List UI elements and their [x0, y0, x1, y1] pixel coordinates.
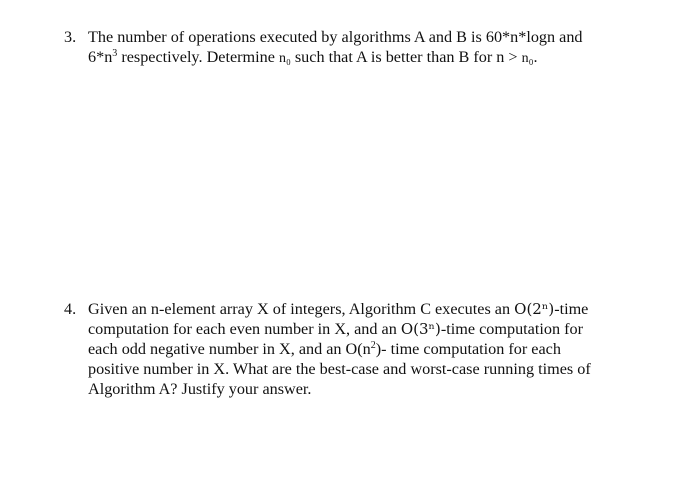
question-line — [88, 339, 664, 359]
text-run: -time — [554, 300, 589, 318]
text-run: respectively. Determine — [117, 48, 279, 66]
question-line — [88, 47, 664, 69]
text-run: Given an n-element array X of integers, Algorithm C executes an — [88, 300, 515, 318]
question-line: Algorithm A? Justify your answer. — [88, 380, 312, 398]
question-line — [88, 319, 664, 339]
question-4 — [64, 299, 664, 399]
exponent: 3 — [112, 48, 118, 59]
exponent: 2 — [370, 340, 376, 351]
n-zero-symbol: n₀ — [278, 51, 291, 66]
question-number: 4. — [64, 300, 77, 318]
big-o-expression: O(2ⁿ) — [514, 300, 555, 318]
question-number: 3. — [64, 28, 77, 46]
question-line — [88, 299, 664, 319]
text-run: 6*n — [88, 48, 113, 66]
question-3 — [64, 27, 664, 69]
text-run: -time computation for — [440, 320, 583, 338]
question-line: The number of operations executed by algorithms A and B is 60*n*logn and — [88, 28, 583, 46]
question-line: positive number in X. What are the best-case and worst-case running times of — [88, 360, 591, 378]
text-run: . — [533, 48, 538, 66]
text-run: such that A is better than B for n > — [290, 48, 522, 66]
text-run: computation for each even number in X, and an — [88, 320, 401, 338]
question-text — [88, 299, 664, 399]
n-zero-symbol: n₀ — [521, 51, 534, 66]
text-run: )- time computation for each — [375, 340, 561, 358]
text-run: each odd negative number in X, and an O(n — [88, 340, 371, 358]
big-o-expression: O(3ⁿ) — [400, 320, 441, 338]
question-text — [88, 27, 664, 69]
